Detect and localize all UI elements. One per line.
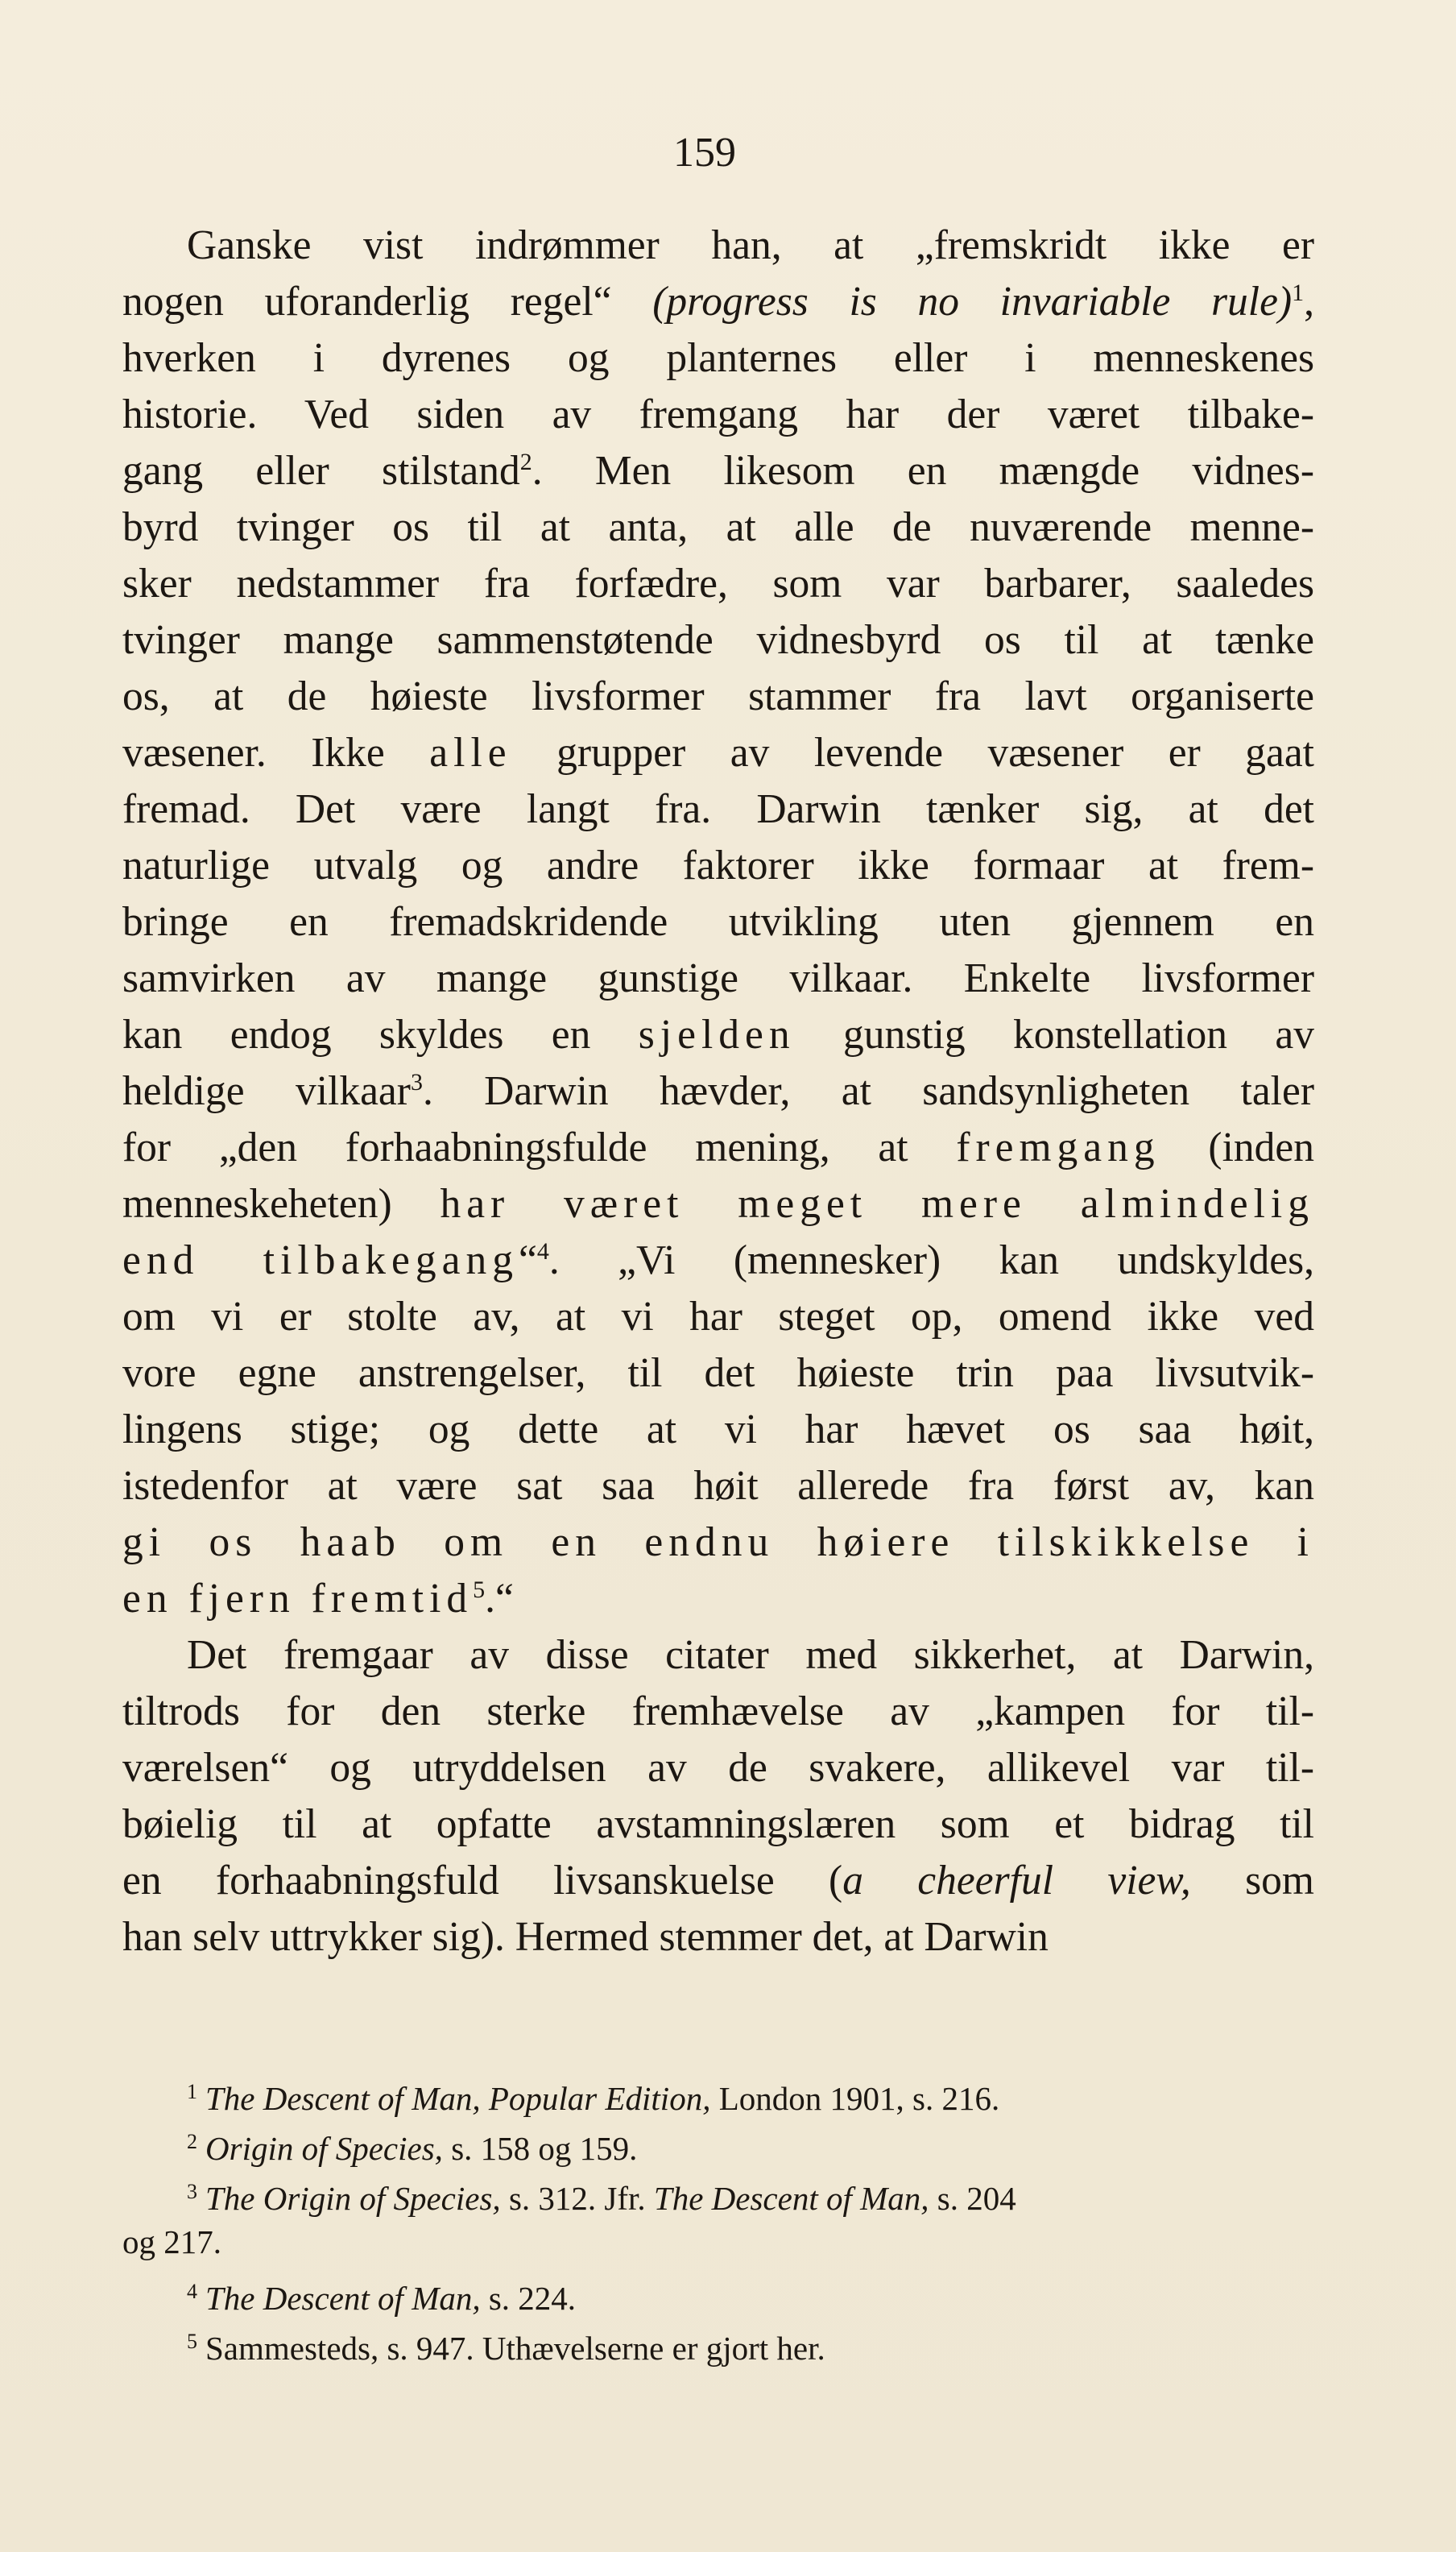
- text-run: . Darwin hævder, at sandsynligheten taler: [422, 1068, 1314, 1114]
- text-line: [122, 1627, 1314, 1684]
- footnote: [122, 2217, 1314, 2267]
- footnote: [122, 2067, 1314, 2117]
- text-run: bringe en fremadskridende utvikling uten gjennem en: [122, 899, 1314, 945]
- italic-text: The Origin of Species,: [205, 2180, 501, 2217]
- text-line: [122, 669, 1314, 725]
- text-run: om vi er stolte av, at vi har steget op, omend ikke ved: [122, 1294, 1314, 1340]
- text-line: [122, 1232, 1314, 1289]
- text-run: tiltrods for den sterke fremhævelse av „kampen for til-: [122, 1688, 1314, 1734]
- spaced-emphasis: sjelden: [638, 1012, 796, 1058]
- text-line: [122, 556, 1314, 612]
- text-run: nogen uforanderlig regel“: [122, 279, 653, 325]
- italic-text: Origin of Species,: [205, 2130, 443, 2167]
- text-line: [122, 1402, 1314, 1458]
- body-text: [122, 218, 1314, 1966]
- footnote: [122, 2267, 1314, 2317]
- text-line: [122, 218, 1314, 274]
- text-run: grupper av levende væsener er gaat: [511, 730, 1314, 776]
- text-run: os, at de høieste livsformer stammer fra lavt organiserte: [122, 673, 1314, 719]
- text-line: [122, 1571, 1314, 1627]
- text-run: s. 312. Jfr.: [500, 2180, 654, 2217]
- spaced-emphasis: end tilbakegang: [122, 1237, 519, 1283]
- text-run: hverken i dyrenes og planternes eller i menneskenes: [122, 335, 1314, 381]
- page-number: 159: [673, 130, 736, 176]
- footnote-marker: 3: [187, 2180, 197, 2203]
- text-run: værelsen“ og utryddelsen av de svakere, allikevel var til-: [122, 1745, 1314, 1791]
- text-line: [122, 1176, 1314, 1232]
- text-line: [122, 1514, 1314, 1571]
- text-line: [122, 781, 1314, 838]
- footnote-reference: 2: [519, 449, 532, 475]
- text-run: kan endog skyldes en: [122, 1012, 639, 1058]
- text-line: [122, 330, 1314, 387]
- text-line: [122, 894, 1314, 951]
- spaced-emphasis: en fjern fremtid: [122, 1576, 474, 1622]
- text-run: naturlige utvalg og andre faktorer ikke formaar at frem-: [122, 843, 1314, 889]
- text-run: Sammesteds, s. 947. Uthævelserne er gjort her.: [205, 2330, 825, 2367]
- footnote: [122, 2117, 1314, 2167]
- italic-text: (progress is no invariable rule): [652, 279, 1293, 325]
- footnote-marker: 5: [187, 2330, 197, 2353]
- text-line: [122, 1796, 1314, 1853]
- text-run: som: [1190, 1858, 1314, 1904]
- footnote-reference: 5: [473, 1576, 486, 1603]
- text-line: [122, 1458, 1314, 1514]
- text-run: London 1901, s. 216.: [710, 2080, 1000, 2117]
- text-run: . Men likesom en mængde vidnes-: [532, 448, 1314, 494]
- text-run: samvirken av mange gunstige vilkaar. Enkelte livsformer: [122, 955, 1314, 1001]
- text-run: han selv uttrykker sig). Hermed stemmer det, at Darwin: [122, 1914, 1049, 1960]
- text-line: [122, 1120, 1314, 1176]
- text-line: [122, 1063, 1314, 1120]
- text-line: [122, 499, 1314, 556]
- text-line: [122, 443, 1314, 499]
- text-line: [122, 1853, 1314, 1909]
- spaced-emphasis: har været meget mere almindelig: [440, 1181, 1314, 1227]
- footnote-reference: 3: [410, 1069, 423, 1096]
- text-run: for „den forhaabningsfulde mening, at: [122, 1125, 957, 1170]
- text-run: .“: [485, 1576, 514, 1622]
- text-run: en forhaabningsfuld livsanskuelse (: [122, 1858, 843, 1904]
- text-run: vore egne anstrengelser, til det høieste trin paa livsutvik-: [122, 1350, 1314, 1396]
- text-run: Ganske vist indrømmer han, at „fremskridt ikke er: [187, 222, 1314, 268]
- text-run: (inden: [1160, 1125, 1314, 1170]
- footnote-reference: 1: [1292, 280, 1305, 306]
- text-run: byrd tvinger os til at anta, at alle de nuværende menne-: [122, 504, 1314, 550]
- text-run: heldige vilkaar: [122, 1068, 411, 1114]
- text-line: [122, 951, 1314, 1007]
- text-run: tvinger mange sammenstøtende vidnesbyrd os til at tænke: [122, 617, 1314, 663]
- text-line: [122, 1740, 1314, 1796]
- text-line: [122, 725, 1314, 781]
- text-line: [122, 612, 1314, 669]
- text-run: ,: [1304, 279, 1314, 325]
- italic-text: The Descent of Man,: [205, 2280, 481, 2317]
- text-run: sker nedstammer fra forfædre, som var barbarer, saaledes: [122, 561, 1314, 607]
- text-run: væsener. Ikke: [122, 730, 430, 776]
- text-line: [122, 1007, 1314, 1063]
- text-run: s. 224.: [480, 2280, 577, 2317]
- text-run: og 217.: [122, 2223, 221, 2260]
- text-line: [122, 387, 1314, 443]
- spaced-emphasis: fremgang: [956, 1125, 1160, 1170]
- text-line: [122, 1345, 1314, 1402]
- text-run: gang eller stilstand: [122, 448, 520, 494]
- text-line: [122, 274, 1314, 330]
- text-run: bøielig til at opfatte avstamningslæren som et bidrag til: [122, 1801, 1314, 1847]
- text-run: “: [519, 1237, 537, 1283]
- text-line: [122, 1909, 1314, 1966]
- text-line: [122, 838, 1314, 894]
- footnote: [122, 2317, 1314, 2367]
- footnotes: [122, 2067, 1314, 2367]
- footnote-marker: 4: [187, 2280, 197, 2303]
- footnote-marker: 1: [187, 2080, 197, 2103]
- italic-text: The Descent of Man,: [653, 2180, 929, 2217]
- italic-text: The Descent of Man, Popular Edition,: [205, 2080, 711, 2117]
- footnote: [122, 2167, 1314, 2217]
- text-run: menneskeheten): [122, 1181, 441, 1227]
- italic-text: a cheerful view,: [842, 1858, 1191, 1904]
- text-run: historie. Ved siden av fremgang har der været tilbake-: [122, 392, 1314, 437]
- text-run: fremad. Det være langt fra. Darwin tænker sig, at det: [122, 786, 1314, 832]
- text-run: Det fremgaar av disse citater med sikkerhet, at Darwin,: [187, 1632, 1314, 1678]
- footnote-marker: 2: [187, 2130, 197, 2153]
- text-run: . „Vi (mennesker) kan undskyldes,: [548, 1237, 1314, 1283]
- footnote-reference: 4: [536, 1238, 549, 1265]
- spaced-emphasis: alle: [429, 730, 512, 776]
- text-line: [122, 1684, 1314, 1740]
- text-line: [122, 1289, 1314, 1345]
- text-run: s. 158 og 159.: [442, 2130, 638, 2167]
- spaced-emphasis: gi os haab om en endnu høiere tilskikkelse i: [122, 1519, 1314, 1565]
- text-run: lingens stige; og dette at vi har hævet os saa høit,: [122, 1406, 1314, 1452]
- text-run: s. 204: [929, 2180, 1016, 2217]
- text-run: istedenfor at være sat saa høit allerede fra først av, kan: [122, 1463, 1314, 1509]
- text-run: gunstig konstellation av: [795, 1012, 1314, 1058]
